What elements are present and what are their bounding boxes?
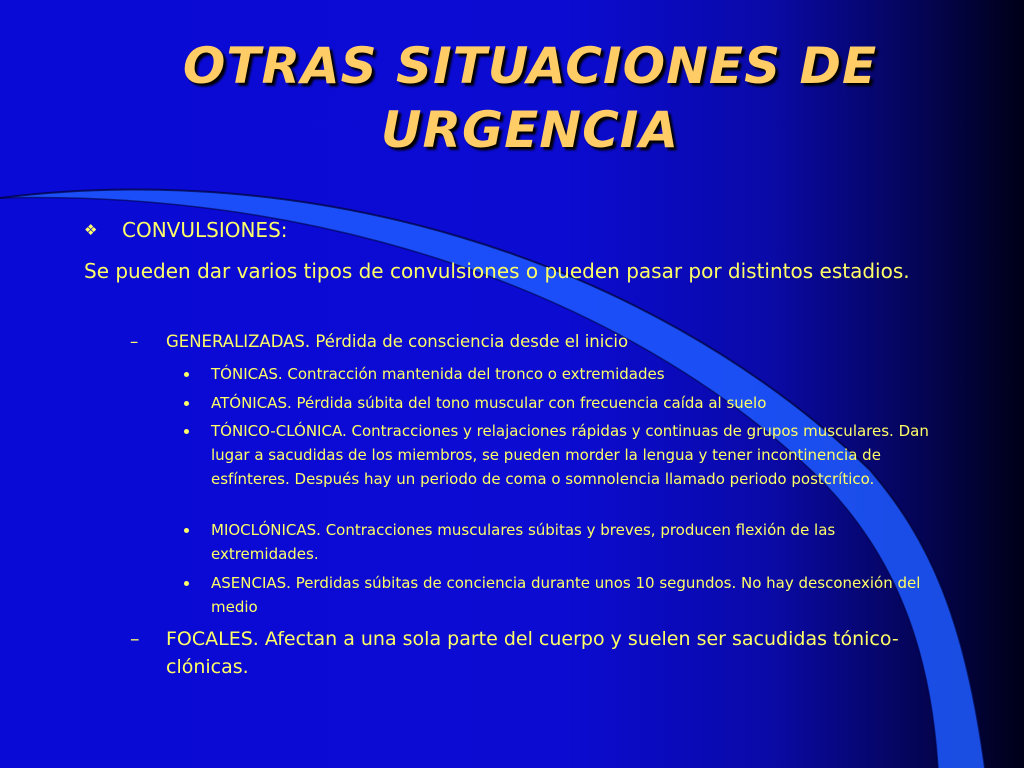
slide-title: OTRAS SITUACIONES DE URGENCIA — [182, 37, 878, 159]
dot-bullet-icon — [184, 401, 189, 406]
section-label: CONVULSIONES: — [122, 218, 288, 242]
diamond-bullet-icon: ❖ — [84, 221, 98, 239]
dot-bullet-icon — [184, 372, 189, 377]
list-item-text: MIOCLÓNICAS. Contracciones musculares súbitas y breves, producen flexión de las extremidades. — [211, 521, 836, 563]
dot-bullet-icon — [184, 528, 189, 533]
intro-paragraph: Se pueden dar varios tipos de convulsiones o pueden pasar por distintos estadios. — [84, 259, 910, 283]
dash-bullet-icon: – — [130, 628, 140, 650]
list-item-text: FOCALES. Afectan a una sola parte del cuerpo y suelen ser sacudidas tónico-clónicas. — [166, 628, 899, 678]
list-item-text: ATÓNICAS. Pérdida súbita del tono muscular con frecuencia caída al suelo — [211, 394, 767, 412]
list-item-text: GENERALIZADAS. Pérdida de consciencia desde el inicio — [166, 332, 629, 351]
dot-bullet-icon — [184, 581, 189, 586]
dash-bullet-icon: – — [130, 332, 139, 351]
dot-bullet-icon — [184, 429, 189, 434]
list-item-text: TÓNICO-CLÓNICA. Contracciones y relajaciones rápidas y continuas de grupos musculares. Dan lugar a sacudidas de los miembros, se pueden morder la lengua y tener incontinencia de esfínteres. Después hay un periodo de coma o somnolencia llamado periodo postcrítico. — [211, 422, 929, 488]
list-item-text: TÓNICAS. Contracción mantenida del tronco o extremidades — [211, 365, 665, 383]
list-item-text: ASENCIAS. Perdidas súbitas de conciencia durante unos 10 segundos. No hay desconexión del medio — [211, 574, 921, 616]
